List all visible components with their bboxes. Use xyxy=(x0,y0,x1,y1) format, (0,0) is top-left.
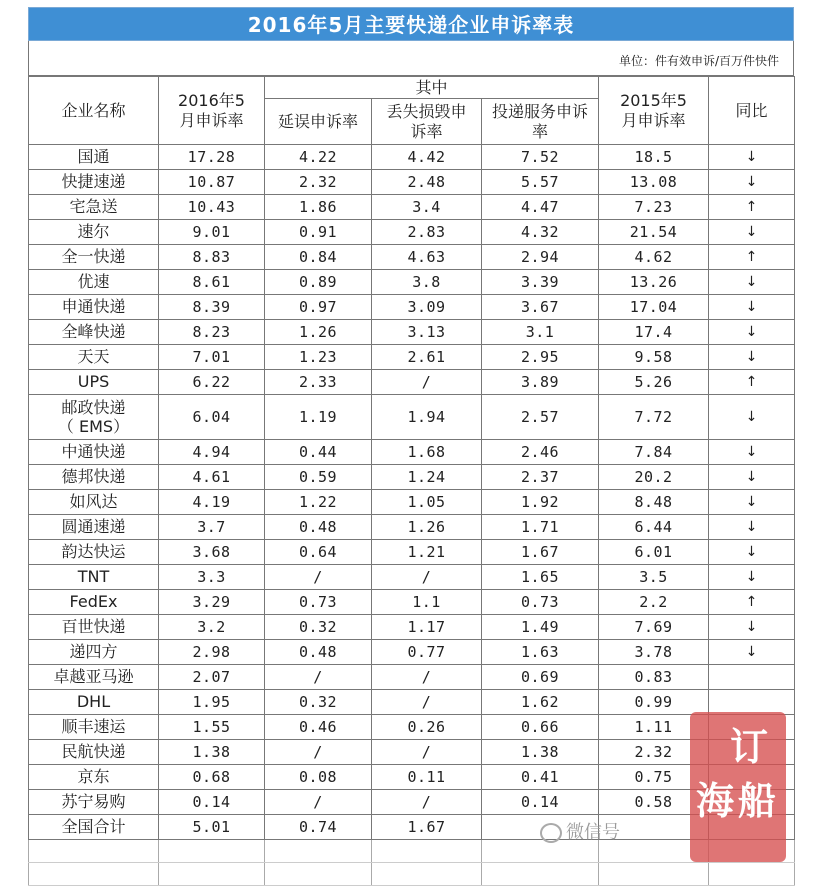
company-name-cell: 中通快递 xyxy=(29,440,159,465)
table-row xyxy=(29,170,795,195)
table-row xyxy=(29,270,795,295)
rate-2015-cell: 17.04 xyxy=(599,295,709,320)
rate-2015-cell: 20.2 xyxy=(599,465,709,490)
delay-rate-cell: 0.64 xyxy=(265,540,372,565)
rate-2015-cell: 0.58 xyxy=(599,790,709,815)
company-name-cell: 申通快递 xyxy=(29,295,159,320)
rate-2016-cell: 2.07 xyxy=(159,665,265,690)
rate-2015-cell: 8.48 xyxy=(599,490,709,515)
rate-2015-cell: 7.72 xyxy=(599,395,709,440)
delay-rate-cell: 0.48 xyxy=(265,515,372,540)
logo-seal xyxy=(690,712,786,862)
company-name-cell xyxy=(29,395,159,440)
watermark-text: 微信号 xyxy=(566,822,620,843)
company-name-line1: 邮政快递 xyxy=(61,398,126,417)
yoy-trend-arrow-icon: ↓ xyxy=(709,345,795,370)
rate-2016-cell: 6.04 xyxy=(159,395,265,440)
loss-rate-cell: 1.17 xyxy=(372,615,482,640)
header-loss-text: 丢失损毁申诉率 xyxy=(386,101,467,141)
loss-rate-cell: 1.94 xyxy=(372,395,482,440)
table-row xyxy=(29,565,795,590)
service-rate-cell: 2.46 xyxy=(482,440,599,465)
table-row xyxy=(29,715,795,740)
rate-2015-cell: 2.2 xyxy=(599,590,709,615)
header-service xyxy=(482,99,599,145)
table-row xyxy=(29,790,795,815)
delay-rate-cell: 0.97 xyxy=(265,295,372,320)
loss-rate-cell: 1.21 xyxy=(372,540,482,565)
yoy-trend-arrow-icon: ↑ xyxy=(709,370,795,395)
rate-2015-cell: 2.32 xyxy=(599,740,709,765)
yoy-trend-arrow-icon: ↓ xyxy=(709,640,795,665)
blank-cell xyxy=(372,863,482,886)
yoy-trend-arrow-icon: ↓ xyxy=(709,440,795,465)
table-row xyxy=(29,395,795,440)
table-row xyxy=(29,345,795,370)
loss-rate-cell: 1.1 xyxy=(372,590,482,615)
yoy-trend-arrow-icon: ↑ xyxy=(709,245,795,270)
company-name-cell: 圆通速递 xyxy=(29,515,159,540)
header-service-text: 投递服务申诉率 xyxy=(492,101,589,141)
company-name-cell: UPS xyxy=(29,370,159,395)
service-rate-cell: 4.32 xyxy=(482,220,599,245)
rate-2015-cell: 0.83 xyxy=(599,665,709,690)
rate-2015-cell: 6.01 xyxy=(599,540,709,565)
table-row xyxy=(29,145,795,170)
loss-rate-cell: 2.61 xyxy=(372,345,482,370)
complaint-rate-table-container xyxy=(28,7,794,886)
blank-cell xyxy=(29,863,159,886)
loss-rate-cell: 3.4 xyxy=(372,195,482,220)
loss-rate-cell: 3.13 xyxy=(372,320,482,345)
yoy-trend-arrow-icon xyxy=(709,665,795,690)
service-rate-cell: 3.1 xyxy=(482,320,599,345)
rate-2016-cell: 8.61 xyxy=(159,270,265,295)
service-rate-cell: 0.73 xyxy=(482,590,599,615)
loss-rate-cell: 4.63 xyxy=(372,245,482,270)
service-rate-cell: 1.65 xyxy=(482,565,599,590)
service-rate-cell: 2.37 xyxy=(482,465,599,490)
loss-rate-cell: 3.09 xyxy=(372,295,482,320)
rate-2015-cell: 3.5 xyxy=(599,565,709,590)
header-may2015-text: 2015年5月申诉率 xyxy=(620,90,687,130)
complaint-rate-table xyxy=(28,76,795,886)
rate-2015-cell: 0.75 xyxy=(599,765,709,790)
header-group: 其中 xyxy=(265,77,599,99)
rate-2016-cell: 4.94 xyxy=(159,440,265,465)
company-name-cell: 百世快递 xyxy=(29,615,159,640)
rate-2016-cell: 10.43 xyxy=(159,195,265,220)
table-row xyxy=(29,515,795,540)
table-row xyxy=(29,490,795,515)
unit-note: 单位：件有效申诉/百万件快件 xyxy=(618,54,779,68)
header-may2016-text: 2016年5月申诉率 xyxy=(178,90,245,130)
yoy-trend-arrow-icon: ↓ xyxy=(709,295,795,320)
seal-glyph-2: 海 xyxy=(696,778,735,823)
loss-rate-cell: 1.68 xyxy=(372,440,482,465)
company-name-cell: 全一快递 xyxy=(29,245,159,270)
yoy-trend-arrow-icon xyxy=(709,690,795,715)
company-name-cell: 快捷速递 xyxy=(29,170,159,195)
wechat-icon xyxy=(540,823,562,843)
company-name-cell: 如风达 xyxy=(29,490,159,515)
service-rate-cell: 4.47 xyxy=(482,195,599,220)
delay-rate-cell: 0.73 xyxy=(265,590,372,615)
delay-rate-cell: 1.19 xyxy=(265,395,372,440)
rate-2016-cell: 3.3 xyxy=(159,565,265,590)
company-name-cell: 速尔 xyxy=(29,220,159,245)
rate-2016-cell: 4.61 xyxy=(159,465,265,490)
rate-2016-cell: 9.01 xyxy=(159,220,265,245)
company-name-cell: 宅急送 xyxy=(29,195,159,220)
loss-rate-cell: / xyxy=(372,740,482,765)
rate-2016-cell: 1.38 xyxy=(159,740,265,765)
service-rate-cell: 1.67 xyxy=(482,540,599,565)
yoy-trend-arrow-icon: ↓ xyxy=(709,615,795,640)
loss-rate-cell: 1.24 xyxy=(372,465,482,490)
rate-2016-cell: 0.68 xyxy=(159,765,265,790)
service-rate-cell: 0.14 xyxy=(482,790,599,815)
rate-2015-cell: 21.54 xyxy=(599,220,709,245)
loss-rate-cell: 1.26 xyxy=(372,515,482,540)
table-row xyxy=(29,295,795,320)
company-name-cell: 民航快递 xyxy=(29,740,159,765)
blank-cell xyxy=(29,840,159,863)
delay-rate-cell: 1.23 xyxy=(265,345,372,370)
blank-cell xyxy=(159,840,265,863)
delay-rate-cell: 1.26 xyxy=(265,320,372,345)
loss-rate-cell: 2.48 xyxy=(372,170,482,195)
company-name-cell: 苏宁易购 xyxy=(29,790,159,815)
rate-2016-cell: 3.7 xyxy=(159,515,265,540)
blank-cell xyxy=(265,863,372,886)
rate-2016-cell: 1.55 xyxy=(159,715,265,740)
yoy-trend-arrow-icon: ↓ xyxy=(709,565,795,590)
loss-rate-cell: 0.11 xyxy=(372,765,482,790)
rate-2015-cell: 7.23 xyxy=(599,195,709,220)
seal-glyph-3: 船 xyxy=(738,778,777,823)
yoy-trend-arrow-icon: ↓ xyxy=(709,270,795,295)
yoy-trend-arrow-icon: ↓ xyxy=(709,170,795,195)
delay-rate-cell: 2.33 xyxy=(265,370,372,395)
blank-cell xyxy=(372,840,482,863)
rate-2015-cell: 17.4 xyxy=(599,320,709,345)
table-row xyxy=(29,765,795,790)
loss-rate-cell: / xyxy=(372,565,482,590)
company-name-cell: FedEx xyxy=(29,590,159,615)
company-name-cell: 天天 xyxy=(29,345,159,370)
company-name-cell: 全国合计 xyxy=(29,815,159,840)
rate-2015-cell: 3.78 xyxy=(599,640,709,665)
yoy-trend-arrow-icon: ↓ xyxy=(709,320,795,345)
blank-cell xyxy=(482,863,599,886)
blank-cell xyxy=(265,840,372,863)
rate-2015-cell: 18.5 xyxy=(599,145,709,170)
company-name-cell: 全峰快递 xyxy=(29,320,159,345)
service-rate-cell: 3.67 xyxy=(482,295,599,320)
unit-row xyxy=(28,41,794,76)
table-row xyxy=(29,690,795,715)
table-row xyxy=(29,220,795,245)
company-name-cell: 京东 xyxy=(29,765,159,790)
service-rate-cell: 1.71 xyxy=(482,515,599,540)
delay-rate-cell: / xyxy=(265,790,372,815)
delay-rate-cell: 1.22 xyxy=(265,490,372,515)
header-company: 企业名称 xyxy=(29,77,159,145)
header-yoy: 同比 xyxy=(709,77,795,145)
delay-rate-cell: 1.86 xyxy=(265,195,372,220)
delay-rate-cell: 0.91 xyxy=(265,220,372,245)
yoy-trend-arrow-icon: ↑ xyxy=(709,590,795,615)
rate-2015-cell: 0.99 xyxy=(599,690,709,715)
rate-2016-cell: 8.39 xyxy=(159,295,265,320)
yoy-trend-arrow-icon: ↓ xyxy=(709,515,795,540)
delay-rate-cell: 0.59 xyxy=(265,465,372,490)
loss-rate-cell: 0.26 xyxy=(372,715,482,740)
loss-rate-cell: / xyxy=(372,690,482,715)
table-row xyxy=(29,740,795,765)
delay-rate-cell: / xyxy=(265,665,372,690)
service-rate-cell: 2.95 xyxy=(482,345,599,370)
rate-2015-cell: 13.08 xyxy=(599,170,709,195)
loss-rate-cell: / xyxy=(372,370,482,395)
table-row xyxy=(29,815,795,840)
yoy-trend-arrow-icon: ↓ xyxy=(709,145,795,170)
table-title: 2016年5月主要快递企业申诉率表 xyxy=(28,7,794,41)
company-name-cell: 韵达快运 xyxy=(29,540,159,565)
delay-rate-cell: 0.89 xyxy=(265,270,372,295)
table-row xyxy=(29,465,795,490)
rate-2016-cell: 0.14 xyxy=(159,790,265,815)
rate-2015-cell: 13.26 xyxy=(599,270,709,295)
service-rate-cell: 1.62 xyxy=(482,690,599,715)
rate-2016-cell: 8.23 xyxy=(159,320,265,345)
rate-2015-cell: 9.58 xyxy=(599,345,709,370)
delay-rate-cell: 0.32 xyxy=(265,615,372,640)
company-name-cell: DHL xyxy=(29,690,159,715)
service-rate-cell: 3.89 xyxy=(482,370,599,395)
company-name-cell: 国通 xyxy=(29,145,159,170)
rate-2016-cell: 3.29 xyxy=(159,590,265,615)
blank-row xyxy=(29,863,795,886)
table-row xyxy=(29,615,795,640)
rate-2016-cell: 5.01 xyxy=(159,815,265,840)
delay-rate-cell: 4.22 xyxy=(265,145,372,170)
company-name-cell: TNT xyxy=(29,565,159,590)
yoy-trend-arrow-icon: ↓ xyxy=(709,395,795,440)
table-row xyxy=(29,540,795,565)
rate-2016-cell: 7.01 xyxy=(159,345,265,370)
delay-rate-cell: 0.48 xyxy=(265,640,372,665)
table-body xyxy=(29,145,795,886)
delay-rate-cell: 0.46 xyxy=(265,715,372,740)
blank-cell xyxy=(709,863,795,886)
header-delay: 延误申诉率 xyxy=(265,99,372,145)
header-may2015 xyxy=(599,77,709,145)
rate-2016-cell: 3.68 xyxy=(159,540,265,565)
rate-2016-cell: 6.22 xyxy=(159,370,265,395)
seal-glyph-1: 订 xyxy=(730,724,769,769)
header-may2016 xyxy=(159,77,265,145)
service-rate-cell: 0.69 xyxy=(482,665,599,690)
yoy-trend-arrow-icon: ↑ xyxy=(709,195,795,220)
loss-rate-cell: / xyxy=(372,665,482,690)
yoy-trend-arrow-icon: ↓ xyxy=(709,220,795,245)
rate-2016-cell: 17.28 xyxy=(159,145,265,170)
company-name-cell: 优速 xyxy=(29,270,159,295)
header-loss xyxy=(372,99,482,145)
rate-2016-cell: 4.19 xyxy=(159,490,265,515)
service-rate-cell: 2.94 xyxy=(482,245,599,270)
table-row xyxy=(29,590,795,615)
rate-2015-cell: 4.62 xyxy=(599,245,709,270)
rate-2015-cell: 7.84 xyxy=(599,440,709,465)
rate-2015-cell: 5.26 xyxy=(599,370,709,395)
table-row xyxy=(29,195,795,220)
service-rate-cell: 1.38 xyxy=(482,740,599,765)
company-name-cell: 递四方 xyxy=(29,640,159,665)
company-name-cell: 卓越亚马逊 xyxy=(29,665,159,690)
loss-rate-cell: 1.67 xyxy=(372,815,482,840)
loss-rate-cell: 1.05 xyxy=(372,490,482,515)
blank-cell xyxy=(599,863,709,886)
service-rate-cell: 5.57 xyxy=(482,170,599,195)
service-rate-cell: 1.49 xyxy=(482,615,599,640)
delay-rate-cell: 0.84 xyxy=(265,245,372,270)
service-rate-cell: 0.41 xyxy=(482,765,599,790)
table-row xyxy=(29,665,795,690)
yoy-trend-arrow-icon: ↓ xyxy=(709,490,795,515)
delay-rate-cell: / xyxy=(265,565,372,590)
table-row xyxy=(29,320,795,345)
service-rate-cell: 3.39 xyxy=(482,270,599,295)
blank-row xyxy=(29,840,795,863)
blank-cell xyxy=(159,863,265,886)
service-rate-cell: 7.52 xyxy=(482,145,599,170)
loss-rate-cell: / xyxy=(372,790,482,815)
loss-rate-cell: 3.8 xyxy=(372,270,482,295)
delay-rate-cell: 2.32 xyxy=(265,170,372,195)
loss-rate-cell: 0.77 xyxy=(372,640,482,665)
delay-rate-cell: 0.08 xyxy=(265,765,372,790)
service-rate-cell: 0.66 xyxy=(482,715,599,740)
rate-2016-cell: 8.83 xyxy=(159,245,265,270)
rate-2015-cell: 7.69 xyxy=(599,615,709,640)
table-row xyxy=(29,440,795,465)
delay-rate-cell: 0.32 xyxy=(265,690,372,715)
table-row xyxy=(29,245,795,270)
rate-2015-cell: 1.11 xyxy=(599,715,709,740)
company-name-line2: （ EMS） xyxy=(57,417,130,436)
rate-2016-cell: 3.2 xyxy=(159,615,265,640)
table-row xyxy=(29,370,795,395)
delay-rate-cell: 0.44 xyxy=(265,440,372,465)
service-rate-cell: 1.63 xyxy=(482,640,599,665)
service-rate-cell: 2.57 xyxy=(482,395,599,440)
service-rate-cell: 1.92 xyxy=(482,490,599,515)
delay-rate-cell: 0.74 xyxy=(265,815,372,840)
yoy-trend-arrow-icon: ↓ xyxy=(709,465,795,490)
loss-rate-cell: 4.42 xyxy=(372,145,482,170)
company-name-cell: 顺丰速运 xyxy=(29,715,159,740)
loss-rate-cell: 2.83 xyxy=(372,220,482,245)
rate-2016-cell: 1.95 xyxy=(159,690,265,715)
table-row xyxy=(29,640,795,665)
rate-2015-cell: 6.44 xyxy=(599,515,709,540)
rate-2016-cell: 10.87 xyxy=(159,170,265,195)
rate-2016-cell: 2.98 xyxy=(159,640,265,665)
company-name-cell: 德邦快递 xyxy=(29,465,159,490)
delay-rate-cell: / xyxy=(265,740,372,765)
yoy-trend-arrow-icon: ↓ xyxy=(709,540,795,565)
